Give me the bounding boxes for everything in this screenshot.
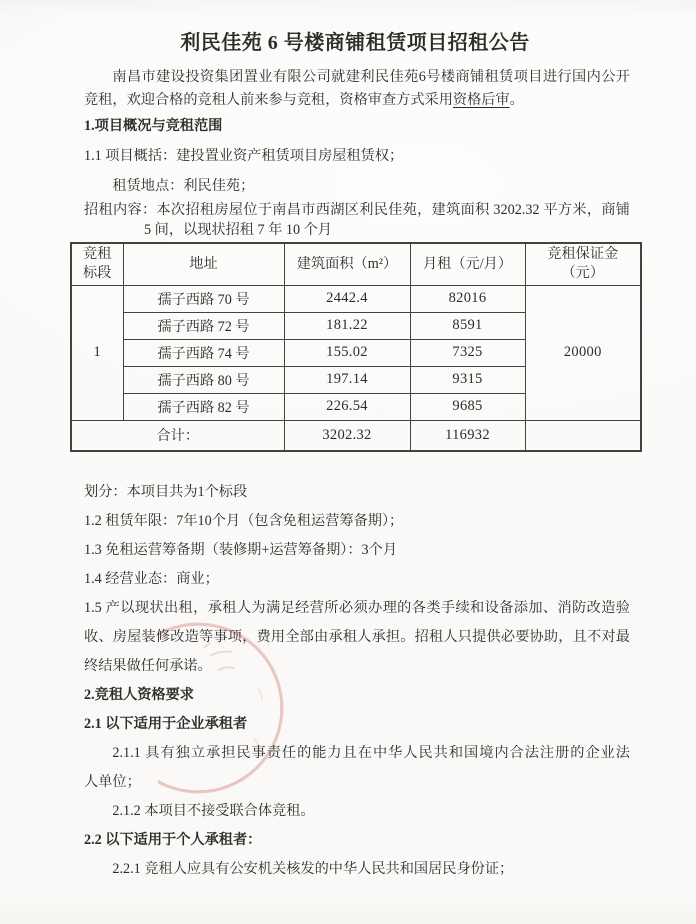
area-cell: 226.54 bbox=[284, 393, 410, 420]
item-2-1: 2.1 以下适用于企业承租者 bbox=[84, 716, 248, 732]
area-cell: 181.22 bbox=[284, 312, 410, 339]
item-1-4: 1.4 经营业态：商业； bbox=[84, 571, 219, 587]
item-2-2: 2.2 以下适用于个人承租者： bbox=[84, 832, 262, 848]
intro-paragraph bbox=[84, 66, 630, 112]
section-2-heading: 2.竞租人资格要求 bbox=[84, 687, 194, 703]
total-rent-cell: 116932 bbox=[410, 420, 525, 451]
header-rent: 月租（元/月） bbox=[410, 243, 525, 285]
bid-sections-table bbox=[70, 242, 642, 452]
header-bid-section: 竞租 标段 bbox=[71, 243, 123, 285]
division-line: 划分：本项目共为1个标段 bbox=[84, 484, 248, 500]
area-cell: 197.14 bbox=[284, 366, 410, 393]
table-header-row bbox=[71, 243, 641, 285]
rent-cell: 82016 bbox=[410, 285, 525, 312]
address-cell: 孺子西路 70 号 bbox=[123, 285, 284, 312]
table-row bbox=[71, 285, 641, 312]
item-2-1-2: 2.1.2 本项目不接受联合体竞租。 bbox=[112, 803, 315, 819]
rent-cell: 8591 bbox=[410, 312, 525, 339]
area-cell: 2442.4 bbox=[284, 285, 410, 312]
item-1-1: 1.1 项目概括：建投置业资产租赁项目房屋租赁权； bbox=[84, 148, 404, 164]
intro-line-1: 南昌市建设投资集团置业有限公司就建利民佳苑6号楼商铺租赁项目进行国内公开 bbox=[112, 69, 630, 85]
document-title: 利民佳苑 6 号楼商铺租赁项目招租公告 bbox=[180, 32, 530, 54]
total-label-cell: 合计： bbox=[71, 420, 284, 451]
item-1-5-paragraph bbox=[84, 594, 630, 681]
header-deposit: 竞租保证金 （元） bbox=[525, 243, 641, 285]
item-1-5-line-3: 终结果做任何承诺。 bbox=[84, 658, 212, 674]
rent-cell: 9685 bbox=[410, 393, 525, 420]
item-2-1-1-paragraph bbox=[84, 739, 630, 797]
total-deposit-cell bbox=[525, 420, 641, 451]
bid-section-cell: 1 bbox=[71, 285, 123, 420]
deposit-cell: 20000 bbox=[525, 285, 641, 420]
address-cell: 孺子西路 74 号 bbox=[123, 339, 284, 366]
header-area: 建筑面积（m²） bbox=[284, 243, 410, 285]
item-2-1-1-line-2: 人单位； bbox=[84, 774, 141, 790]
item-2-1-1-line-1: 2.1.1 具有独立承担民事责任的能力且在中华人民共和国境内合法注册的企业法 bbox=[112, 745, 630, 761]
rent-cell: 9315 bbox=[410, 366, 525, 393]
table-total-row bbox=[71, 420, 641, 451]
rental-content-block bbox=[84, 200, 630, 240]
address-cell: 孺子西路 72 号 bbox=[123, 312, 284, 339]
rental-location-line: 租赁地点：利民佳苑； bbox=[112, 178, 255, 194]
rental-content-line-2: 5 间，以现状招租 7 年 10 个月 bbox=[144, 222, 332, 238]
rent-cell: 7325 bbox=[410, 339, 525, 366]
total-area-cell: 3202.32 bbox=[284, 420, 410, 451]
address-cell: 孺子西路 82 号 bbox=[123, 393, 284, 420]
rental-content-line-1: 招租内容：本次招租房屋位于南昌市西湖区利民佳苑，建筑面积 3202.32 平方米，商铺 bbox=[84, 202, 630, 218]
item-1-5-line-2: 收、房屋装修改造等事项，费用全部由承租人承担。招租人只提供必要协助，且不对最 bbox=[84, 629, 630, 645]
item-1-5-line-1: 1.5 产以现状出租，承租人为满足经营所必须办理的各类手续和设备添加、消防改造验 bbox=[84, 600, 630, 616]
intro-line-2: 竞租，欢迎合格的竞租人前来参与竞租，资格审查方式采用资格后审。 bbox=[84, 92, 524, 108]
header-address: 地址 bbox=[123, 243, 284, 285]
section-1-heading: 1.项目概况与竞租范围 bbox=[84, 118, 223, 134]
item-2-2-1: 2.2.1 竞租人应具有公安机关核发的中华人民共和国居民身份证； bbox=[112, 861, 514, 877]
underlined-term: 资格后审 bbox=[452, 92, 510, 108]
area-cell: 155.02 bbox=[284, 339, 410, 366]
item-1-2: 1.2 租赁年限：7年10个月（包含免租运营筹备期）； bbox=[84, 513, 404, 529]
item-1-3: 1.3 免租运营筹备期（装修期+运营筹备期）：3个月 bbox=[84, 542, 398, 558]
address-cell: 孺子西路 80 号 bbox=[123, 366, 284, 393]
